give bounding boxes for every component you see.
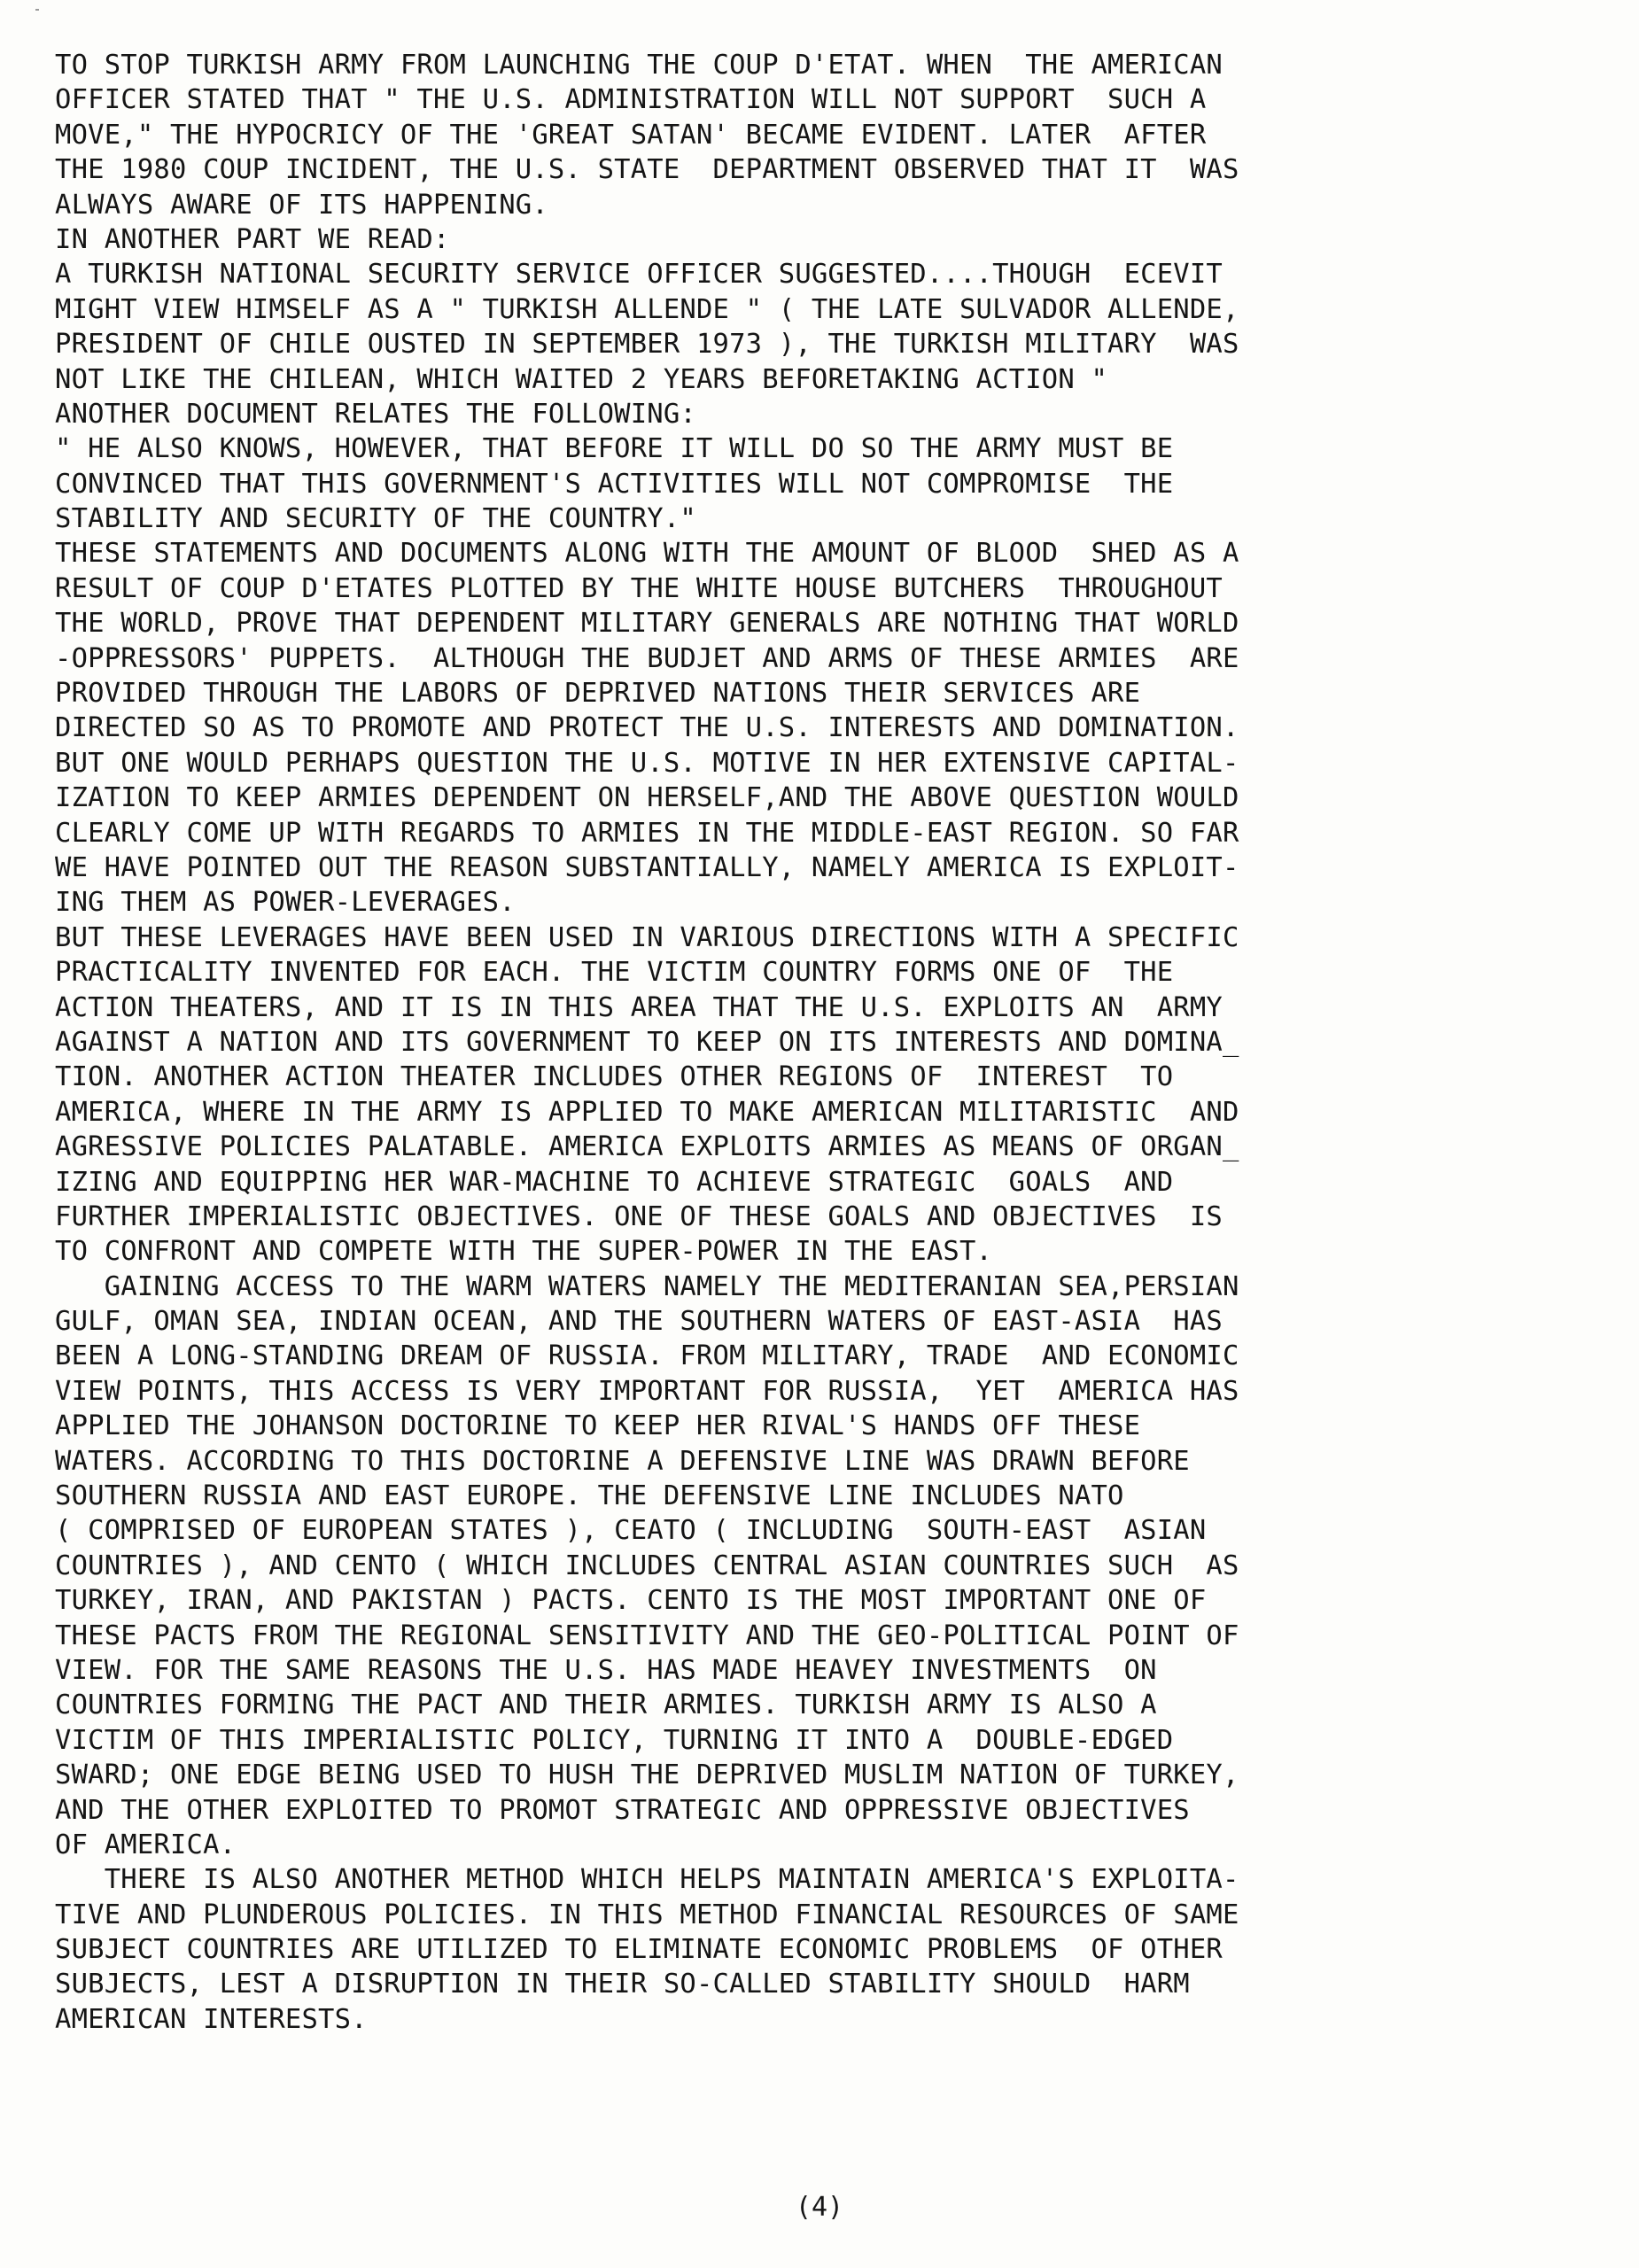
text-line: IZING AND EQUIPPING HER WAR-MACHINE TO ACHIEVE STRATEGIC GOALS AND	[55, 1166, 1174, 1198]
text-line: THERE IS ALSO ANOTHER METHOD WHICH HELPS MAINTAIN AMERICA'S EXPLOITA-	[55, 1864, 1239, 1896]
text-line: BUT ONE WOULD PERHAPS QUESTION THE U.S. MOTIVE IN HER EXTENSIVE CAPITAL-	[55, 747, 1239, 779]
text-line: STABILITY AND SECURITY OF THE COUNTRY."	[55, 503, 696, 535]
text-line: AMERICA, WHERE IN THE ARMY IS APPLIED TO MAKE AMERICAN MILITARISTIC AND	[55, 1096, 1239, 1128]
text-line: GULF, OMAN SEA, INDIAN OCEAN, AND THE SOUTHERN WATERS OF EAST-ASIA HAS	[55, 1306, 1223, 1338]
text-line: ACTION THEATERS, AND IT IS IN THIS AREA THAT THE U.S. EXPLOITS AN ARMY	[55, 991, 1223, 1023]
text-line: AMERICAN INTERESTS.	[55, 2003, 368, 2035]
text-line: " HE ALSO KNOWS, HOWEVER, THAT BEFORE IT WILL DO SO THE ARMY MUST BE	[55, 433, 1174, 465]
text-line: SOUTHERN RUSSIA AND EAST EUROPE. THE DEFENSIVE LINE INCLUDES NATO	[55, 1480, 1124, 1512]
text-line: NOT LIKE THE CHILEAN, WHICH WAITED 2 YEARS BEFORETAKING ACTION "	[55, 363, 1108, 395]
text-line: AND THE OTHER EXPLOITED TO PROMOT STRATEGIC AND OPPRESSIVE OBJECTIVES	[55, 1794, 1190, 1826]
text-line: BEEN A LONG-STANDING DREAM OF RUSSIA. FROM MILITARY, TRADE AND ECONOMIC	[55, 1340, 1239, 1372]
body-text	[55, 48, 1543, 2037]
text-line: ING THEM AS POWER-LEVERAGES.	[55, 887, 516, 919]
text-line: VICTIM OF THIS IMPERIALISTIC POLICY, TURNING IT INTO A DOUBLE-EDGED	[55, 1724, 1174, 1756]
text-line: MOVE," THE HYPOCRICY OF THE 'GREAT SATAN' BECAME EVIDENT. LATER AFTER	[55, 119, 1207, 151]
text-line: ALWAYS AWARE OF ITS HAPPENING.	[55, 189, 548, 221]
text-line: TO STOP TURKISH ARMY FROM LAUNCHING THE COUP D'ETAT. WHEN THE AMERICAN	[55, 50, 1223, 81]
text-line: THE WORLD, PROVE THAT DEPENDENT MILITARY GENERALS ARE NOTHING THAT WORLD	[55, 608, 1239, 640]
text-line: -OPPRESSORS' PUPPETS. ALTHOUGH THE BUDJET AND ARMS OF THESE ARMIES ARE	[55, 642, 1239, 674]
text-line: BUT THESE LEVERAGES HAVE BEEN USED IN VARIOUS DIRECTIONS WITH A SPECIFIC	[55, 921, 1239, 953]
text-line: PROVIDED THROUGH THE LABORS OF DEPRIVED NATIONS THEIR SERVICES ARE	[55, 678, 1141, 710]
text-line: DIRECTED SO AS TO PROMOTE AND PROTECT THE U.S. INTERESTS AND DOMINATION.	[55, 712, 1239, 744]
text-line: APPLIED THE JOHANSON DOCTORINE TO KEEP HER RIVAL'S HANDS OFF THESE	[55, 1410, 1141, 1442]
text-line: THESE PACTS FROM THE REGIONAL SENSITIVITY AND THE GEO-POLITICAL POINT OF	[55, 1619, 1239, 1651]
text-line: FURTHER IMPERIALISTIC OBJECTIVES. ONE OF THESE GOALS AND OBJECTIVES IS	[55, 1200, 1223, 1232]
text-line: PRACTICALITY INVENTED FOR EACH. THE VICTIM COUNTRY FORMS ONE OF THE	[55, 957, 1174, 989]
text-line: OFFICER STATED THAT " THE U.S. ADMINISTRATION WILL NOT SUPPORT SUCH A	[55, 84, 1207, 116]
text-line: TO CONFRONT AND COMPETE WITH THE SUPER-POWER IN THE EAST.	[55, 1236, 993, 1268]
text-line: MIGHT VIEW HIMSELF AS A " TURKISH ALLENDE " ( THE LATE SULVADOR ALLENDE,	[55, 293, 1239, 325]
text-line: GAINING ACCESS TO THE WARM WATERS NAMELY THE MEDITERANIAN SEA,PERSIAN	[55, 1270, 1239, 1302]
text-line: SWARD; ONE EDGE BEING USED TO HUSH THE DEPRIVED MUSLIM NATION OF TURKEY,	[55, 1759, 1239, 1791]
text-line: TIVE AND PLUNDEROUS POLICIES. IN THIS METHOD FINANCIAL RESOURCES OF SAME	[55, 1899, 1239, 1930]
text-line: AGRESSIVE POLICIES PALATABLE. AMERICA EXPLOITS ARMIES AS MEANS OF ORGAN_	[55, 1131, 1239, 1163]
page-number: (4)	[795, 2192, 844, 2223]
text-line: VIEW. FOR THE SAME REASONS THE U.S. HAS MADE HEAVEY INVESTMENTS ON	[55, 1654, 1157, 1686]
text-line: ( COMPRISED OF EUROPEAN STATES ), CEATO ( INCLUDING SOUTH-EAST ASIAN	[55, 1515, 1207, 1547]
text-line: A TURKISH NATIONAL SECURITY SERVICE OFFICER SUGGESTED....THOUGH ECEVIT	[55, 259, 1223, 291]
text-line: ANOTHER DOCUMENT RELATES THE FOLLOWING:	[55, 398, 696, 430]
text-line: IN ANOTHER PART WE READ:	[55, 223, 450, 255]
text-line: WE HAVE POINTED OUT THE REASON SUBSTANTIALLY, NAMELY AMERICA IS EXPLOIT-	[55, 851, 1239, 883]
text-line: VIEW POINTS, THIS ACCESS IS VERY IMPORTANT FOR RUSSIA, YET AMERICA HAS	[55, 1375, 1239, 1407]
scan-artifact	[35, 9, 39, 11]
text-line: CLEARLY COME UP WITH REGARDS TO ARMIES IN THE MIDDLE-EAST REGION. SO FAR	[55, 817, 1239, 849]
text-line: OF AMERICA.	[55, 1829, 237, 1860]
text-line: COUNTRIES ), AND CENTO ( WHICH INCLUDES CENTRAL ASIAN COUNTRIES SUCH AS	[55, 1550, 1239, 1581]
text-line: CONVINCED THAT THIS GOVERNMENT'S ACTIVITIES WILL NOT COMPROMISE THE	[55, 468, 1174, 500]
text-line: SUBJECT COUNTRIES ARE UTILIZED TO ELIMINATE ECONOMIC PROBLEMS OF OTHER	[55, 1934, 1223, 1966]
text-line: TION. ANOTHER ACTION THEATER INCLUDES OTHER REGIONS OF INTEREST TO	[55, 1061, 1174, 1093]
text-line: SUBJECTS, LEST A DISRUPTION IN THEIR SO-CALLED STABILITY SHOULD HARM	[55, 1969, 1190, 2000]
text-line: PRESIDENT OF CHILE OUSTED IN SEPTEMBER 1973 ), THE TURKISH MILITARY WAS	[55, 329, 1239, 361]
text-line: WATERS. ACCORDING TO THIS DOCTORINE A DEFENSIVE LINE WAS DRAWN BEFORE	[55, 1445, 1190, 1477]
text-line: IZATION TO KEEP ARMIES DEPENDENT ON HERSELF,AND THE ABOVE QUESTION WOULD	[55, 782, 1239, 814]
text-line: COUNTRIES FORMING THE PACT AND THEIR ARMIES. TURKISH ARMY IS ALSO A	[55, 1689, 1157, 1721]
text-line: THE 1980 COUP INCIDENT, THE U.S. STATE DEPARTMENT OBSERVED THAT IT WAS	[55, 154, 1239, 186]
text-line: TURKEY, IRAN, AND PAKISTAN ) PACTS. CENTO IS THE MOST IMPORTANT ONE OF	[55, 1585, 1207, 1617]
text-line: THESE STATEMENTS AND DOCUMENTS ALONG WITH THE AMOUNT OF BLOOD SHED AS A	[55, 538, 1239, 570]
text-line: RESULT OF COUP D'ETATES PLOTTED BY THE WHITE HOUSE BUTCHERS THROUGHOUT	[55, 572, 1223, 604]
text-line: AGAINST A NATION AND ITS GOVERNMENT TO KEEP ON ITS INTERESTS AND DOMINA_	[55, 1026, 1239, 1058]
